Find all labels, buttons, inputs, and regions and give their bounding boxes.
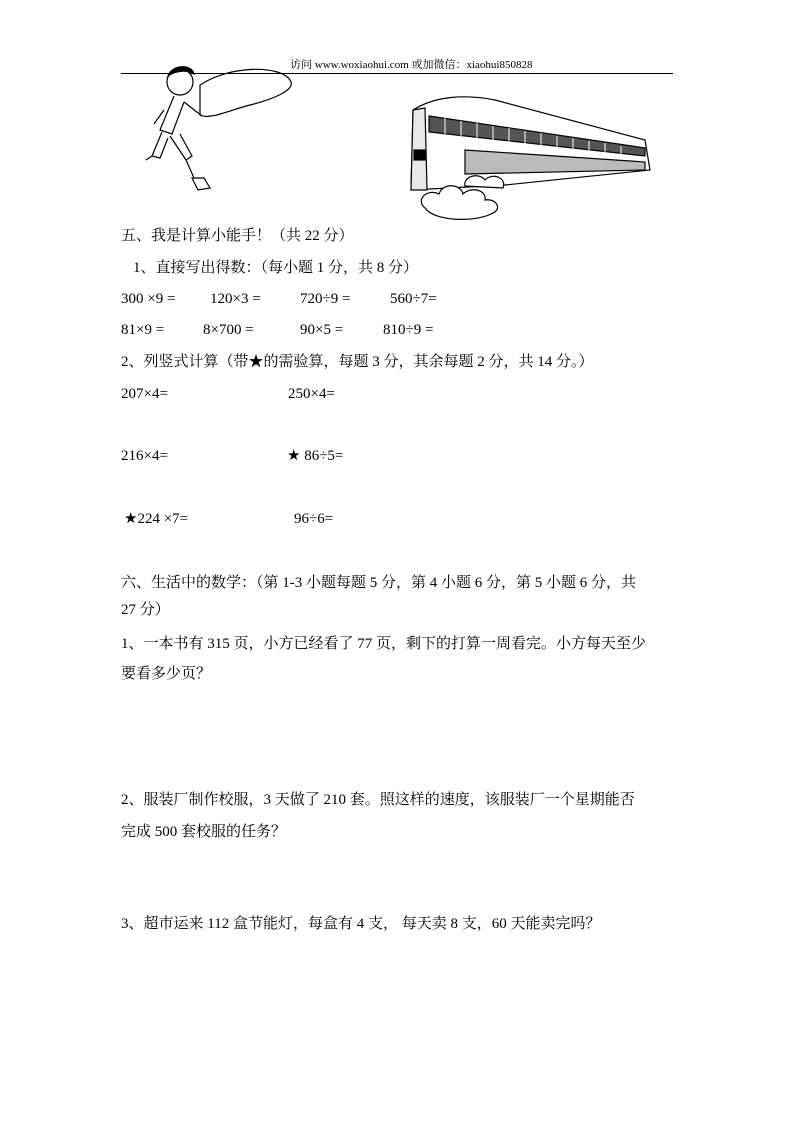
calc-item: 90×5 =: [300, 322, 344, 338]
question1-line1: 1、一本书有 315 页，小方已经看了 77 页，剩下的打算一周看完。小方每天至少: [121, 636, 647, 652]
question2-line1: 2、服装厂制作校服，3 天做了 210 套。照这样的速度，该服装厂一个星期能否: [121, 792, 635, 808]
calc-item: 120×3 =: [210, 291, 261, 307]
vertical-calc-item: ★ 86÷5=: [287, 448, 344, 464]
section6-title-line1: 六、生活中的数学：（第 1-3 小题每题 5 分，第 4 小题 6 分，第 5 小题 6 分，共: [121, 575, 636, 591]
calc-item: 8×700 =: [203, 322, 254, 338]
calc-item: 300 ×9 =: [121, 291, 176, 307]
calc-item: 810÷9 =: [383, 322, 434, 338]
section5-part2-title: 2、列竖式计算（带★的需验算，每题 3 分，其余每题 2 分，共 14 分。）: [121, 354, 594, 370]
calc-item: 720÷9 =: [300, 291, 351, 307]
question3: 3、超市运来 112 盒节能灯，每盒有 4 支， 每天卖 8 支，60 天能卖完吗？: [121, 916, 601, 932]
section6-title-line2: 27 分）: [121, 602, 170, 618]
section5-title: 五、我是计算小能手！（共 22 分）: [121, 228, 354, 244]
question2-line2: 完成 500 套校服的任务？: [121, 824, 287, 840]
vertical-calc-item: 216×4=: [121, 448, 168, 464]
vertical-calc-item: ★224 ×7=: [124, 511, 189, 527]
calc-item: 560÷7=: [390, 291, 437, 307]
section5-part1-title: 1、直接写出得数：（每小题 1 分，共 8 分）: [133, 260, 419, 276]
vertical-calc-item: 207×4=: [121, 386, 168, 402]
vertical-calc-item: 250×4=: [288, 386, 335, 402]
header-text: 访问 www.woxiaohui.com 或加微信：xiaohui850828: [290, 59, 533, 71]
calc-item: 81×9 =: [121, 322, 165, 338]
vertical-calc-item: 96÷6=: [294, 511, 334, 527]
boy-running-icon: [140, 60, 300, 200]
question1-line2: 要看多少页？: [121, 666, 212, 682]
train-icon: [405, 90, 655, 225]
